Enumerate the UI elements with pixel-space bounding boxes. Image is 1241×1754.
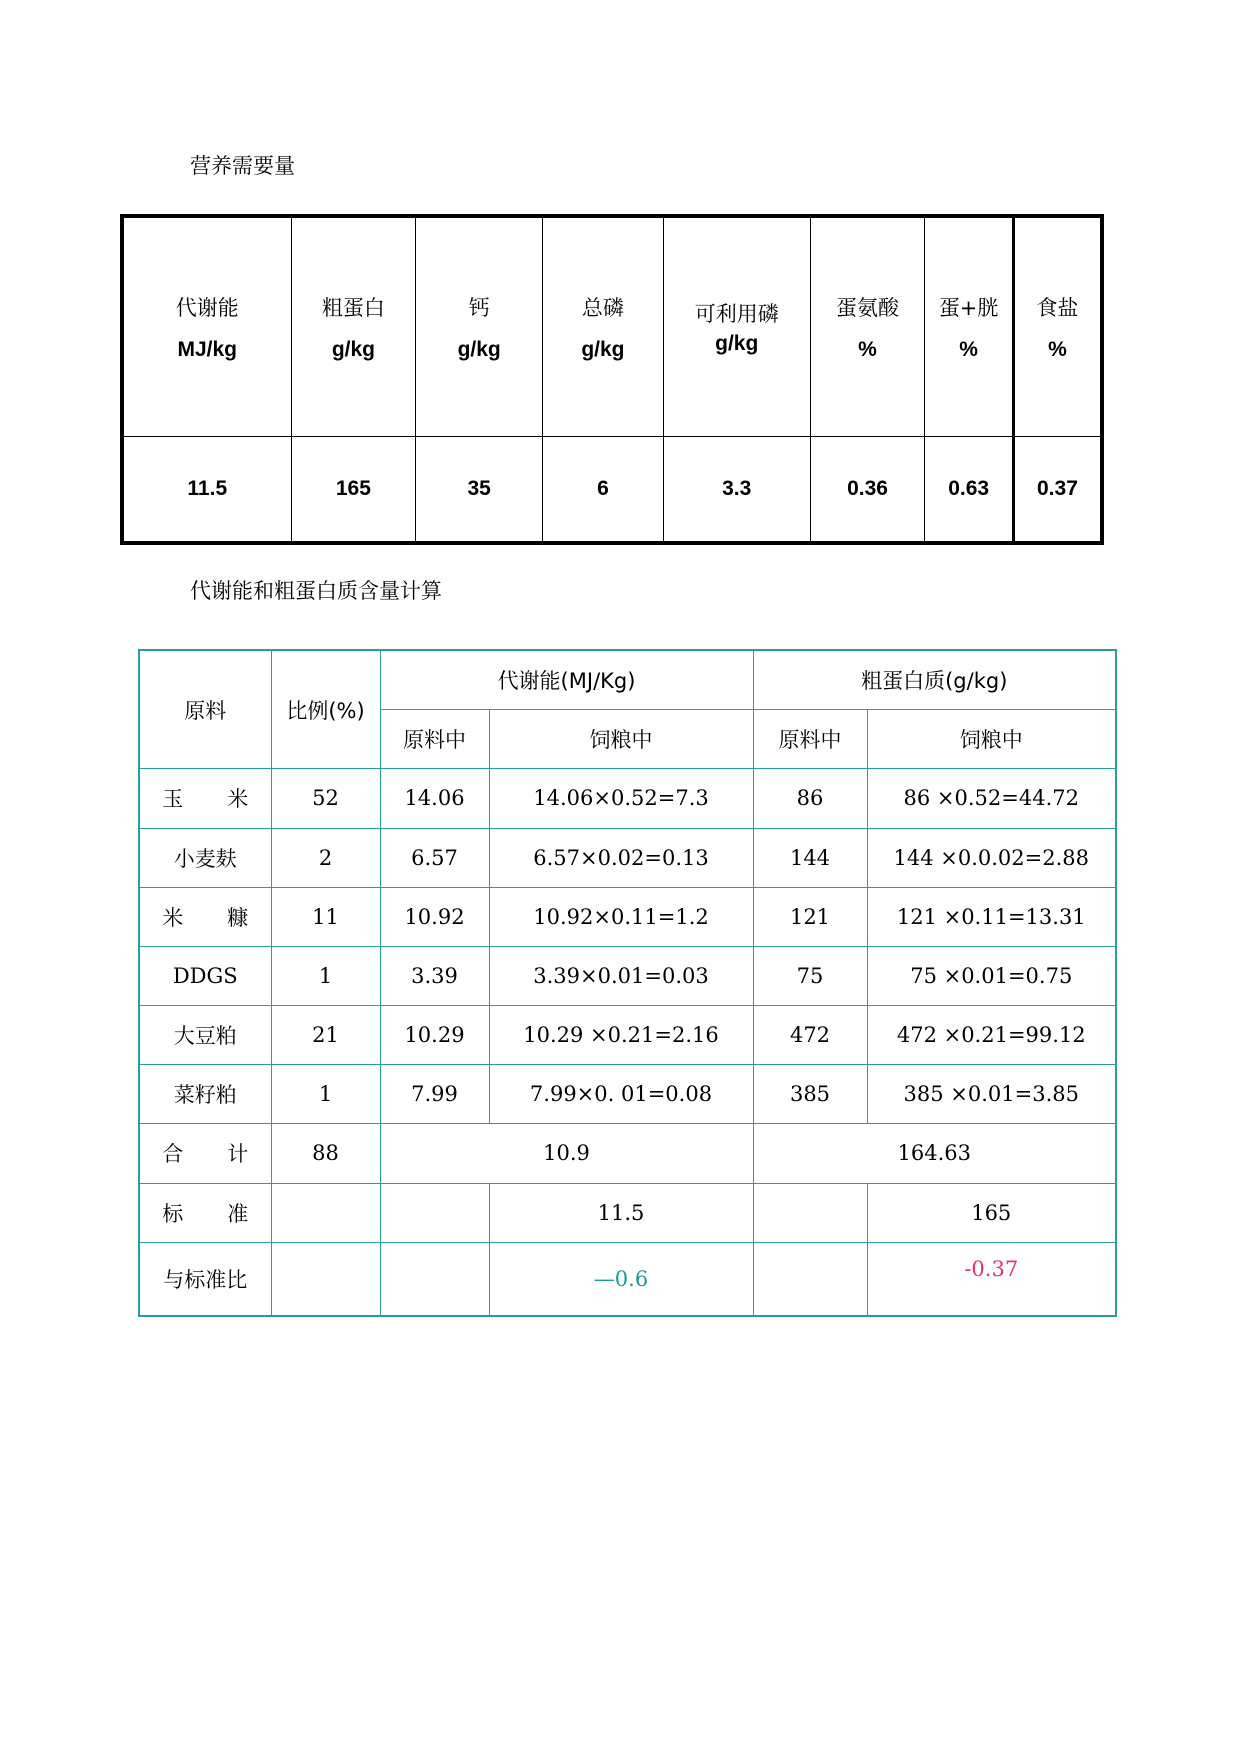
standard-label: 标 准 <box>139 1183 271 1242</box>
diff-label: 与标准比 <box>139 1242 271 1316</box>
me-raw-cell: 10.92 <box>380 887 489 946</box>
empty-cell <box>380 1183 489 1242</box>
cp-feed-cell: 472 ×0.21=99.12 <box>867 1006 1116 1065</box>
value-cell: 35 <box>416 437 543 544</box>
me-feed-cell: 6.57×0.02=0.13 <box>489 828 753 887</box>
header-cell: 可利用磷 g/kg <box>663 216 810 437</box>
me-feed-cell: 10.92×0.11=1.2 <box>489 887 753 946</box>
standard-row <box>139 1183 1116 1242</box>
standard-me: 11.5 <box>489 1183 753 1242</box>
value-cell: 0.36 <box>810 437 925 544</box>
cp-raw-cell: 385 <box>753 1065 867 1124</box>
nutrient-requirement-heading: 营养需要量 <box>190 154 295 178</box>
material-name: 大豆粕 <box>139 1006 271 1065</box>
ratio-cell: 1 <box>271 1065 380 1124</box>
table-row <box>139 946 1116 1005</box>
table-row <box>139 1006 1116 1065</box>
header-cell: 钙 g/kg <box>416 216 543 437</box>
header-cell: 食盐 % <box>1013 216 1102 437</box>
empty-cell <box>380 1242 489 1316</box>
cp-raw-cell: 75 <box>753 946 867 1005</box>
ratio-cell: 1 <box>271 946 380 1005</box>
total-row <box>139 1124 1116 1183</box>
me-group-header: 代谢能(MJ/Kg) <box>380 650 753 710</box>
material-name: 小麦麸 <box>139 828 271 887</box>
cp-feed-cell: 144 ×0.0.02=2.88 <box>867 828 1116 887</box>
ratio-cell: 2 <box>271 828 380 887</box>
me-raw-cell: 6.57 <box>380 828 489 887</box>
cp-feed-header: 饲粮中 <box>867 710 1116 769</box>
table-row <box>139 1065 1116 1124</box>
cp-feed-cell: 75 ×0.01=0.75 <box>867 946 1116 1005</box>
header-cell: 粗蛋白 g/kg <box>291 216 416 437</box>
empty-cell <box>753 1242 867 1316</box>
ratio-header: 比例(%) <box>271 650 380 769</box>
total-cp: 164.63 <box>753 1124 1116 1183</box>
me-feed-cell: 3.39×0.01=0.03 <box>489 946 753 1005</box>
value-cell: 165 <box>291 437 416 544</box>
value-cell: 3.3 <box>663 437 810 544</box>
total-ratio: 88 <box>271 1124 380 1183</box>
material-name: 玉 米 <box>139 769 271 828</box>
header-cell: 代谢能 MJ/kg <box>122 216 291 437</box>
me-raw-cell: 3.39 <box>380 946 489 1005</box>
cp-raw-cell: 121 <box>753 887 867 946</box>
me-feed-header: 饲粮中 <box>489 710 753 769</box>
cp-raw-cell: 144 <box>753 828 867 887</box>
diff-row <box>139 1242 1116 1316</box>
table-row <box>139 828 1116 887</box>
value-cell: 6 <box>543 437 664 544</box>
material-header: 原料 <box>139 650 271 769</box>
me-feed-cell: 7.99×0. 01=0.08 <box>489 1065 753 1124</box>
total-me: 10.9 <box>380 1124 753 1183</box>
material-name: 菜籽粕 <box>139 1065 271 1124</box>
me-raw-cell: 7.99 <box>380 1065 489 1124</box>
calculation-heading: 代谢能和粗蛋白质含量计算 <box>190 579 442 603</box>
value-row <box>122 437 1102 544</box>
table-row <box>139 769 1116 828</box>
header-cell: 蛋+胱 % <box>925 216 1014 437</box>
me-raw-cell: 14.06 <box>380 769 489 828</box>
material-name: DDGS <box>139 946 271 1005</box>
cp-raw-cell: 472 <box>753 1006 867 1065</box>
value-cell: 0.63 <box>925 437 1014 544</box>
header-cell: 蛋氨酸 % <box>810 216 925 437</box>
material-name: 米 糠 <box>139 887 271 946</box>
diff-cp: -0.37 <box>867 1242 1116 1316</box>
value-cell: 0.37 <box>1013 437 1102 544</box>
diff-me: —0.6 <box>489 1242 753 1316</box>
cp-group-header: 粗蛋白质(g/kg) <box>753 650 1116 710</box>
nutrient-requirement-table <box>120 214 1104 545</box>
calculation-table <box>138 649 1117 1317</box>
cp-raw-header: 原料中 <box>753 710 867 769</box>
table-row <box>139 887 1116 946</box>
me-feed-cell: 14.06×0.52=7.3 <box>489 769 753 828</box>
ratio-cell: 52 <box>271 769 380 828</box>
me-raw-header: 原料中 <box>380 710 489 769</box>
empty-cell <box>271 1242 380 1316</box>
total-label: 合 计 <box>139 1124 271 1183</box>
standard-cp: 165 <box>867 1183 1116 1242</box>
header-cell: 总磷 g/kg <box>543 216 664 437</box>
header-row <box>122 216 1102 437</box>
me-raw-cell: 10.29 <box>380 1006 489 1065</box>
cp-feed-cell: 121 ×0.11=13.31 <box>867 887 1116 946</box>
ratio-cell: 21 <box>271 1006 380 1065</box>
header-row <box>139 650 1116 710</box>
cp-feed-cell: 86 ×0.52=44.72 <box>867 769 1116 828</box>
cp-raw-cell: 86 <box>753 769 867 828</box>
value-cell: 11.5 <box>122 437 291 544</box>
cp-feed-cell: 385 ×0.01=3.85 <box>867 1065 1116 1124</box>
me-feed-cell: 10.29 ×0.21=2.16 <box>489 1006 753 1065</box>
empty-cell <box>753 1183 867 1242</box>
ratio-cell: 11 <box>271 887 380 946</box>
empty-cell <box>271 1183 380 1242</box>
